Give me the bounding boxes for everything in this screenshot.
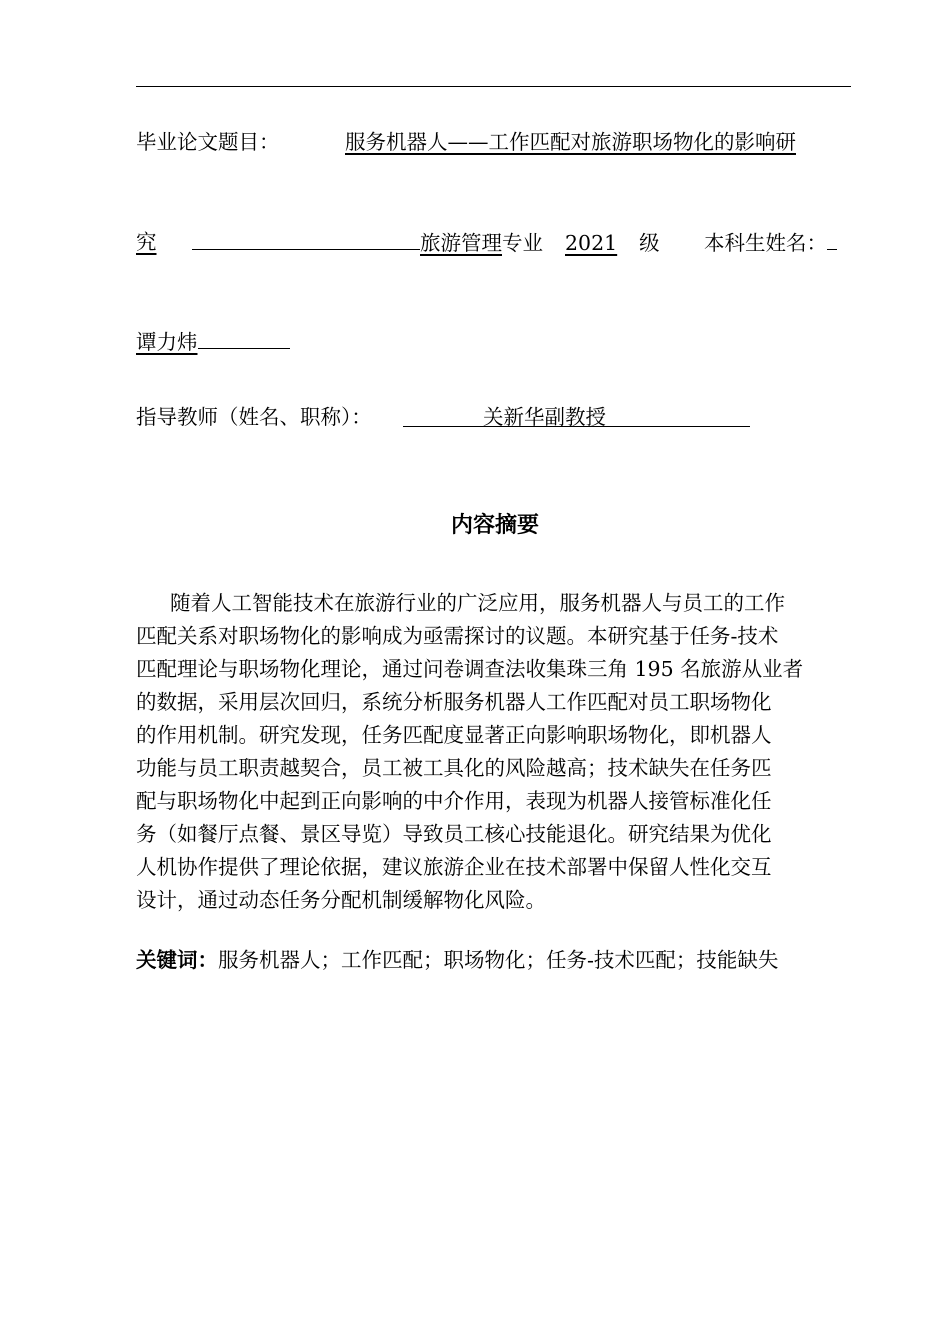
advisor-name: 关新华副教授 [483, 405, 606, 429]
abstract-line: 匹配关系对职场物化的影响成为亟需探讨的议题。本研究基于任务-技术 [136, 624, 779, 648]
abstract-line: 人机协作提供了理论依据，建议旅游企业在技术部署中保留人性化交互 [136, 855, 772, 879]
thesis-title-part1: 服务机器人——工作匹配对旅游职场物化的影响研 [345, 130, 796, 154]
keywords-label: 关键词： [136, 948, 218, 972]
keywords: 服务机器人；工作匹配；职场物化；任务-技术匹配；技能缺失 [218, 948, 779, 972]
student-label: 本科生姓名： [704, 231, 827, 255]
student-name-blank [198, 328, 290, 349]
abstract-heading: 内容摘要 [450, 513, 539, 538]
abstract-line: 配与职场物化中起到正向影响的中介作用，表现为机器人接管标准化任 [136, 789, 772, 813]
abstract-line: 随着人工智能技术在旅游行业的广泛应用，服务机器人与员工的工作 [170, 591, 785, 615]
advisor-label: 指导教师（姓名、职称）： [136, 405, 372, 429]
student-blank [827, 229, 837, 250]
thesis-title-part2: 究 [136, 230, 157, 254]
year: 2021 [565, 231, 618, 255]
student-label-line [704, 229, 837, 256]
advisor-field [403, 404, 750, 427]
abstract-line: 功能与员工职责越契合，员工被工具化的风险越高；技术缺失在任务匹 [136, 756, 772, 780]
abstract-line: 设计，通过动态任务分配机制缓解物化风险。 [136, 888, 546, 912]
student-name: 谭力炜 [136, 330, 198, 354]
abstract-line: 的数据，采用层次回归，系统分析服务机器人工作匹配对员工职场物化 [136, 690, 772, 714]
abstract-line: 的作用机制。研究发现，任务匹配度显著正向影响职场物化，即机器人 [136, 723, 772, 747]
keywords-line [136, 947, 778, 973]
major: 旅游管理 [420, 231, 502, 255]
abstract-line: 务（如餐厅点餐、景区导览）导致员工核心技能退化。研究结果为优化 [136, 822, 772, 846]
major-suffix: 专业 [502, 231, 543, 255]
header-rule [136, 86, 851, 87]
student-name-line [136, 328, 290, 355]
major-blank [192, 229, 420, 250]
thesis-title-line [136, 129, 280, 155]
advisor-line [136, 404, 372, 430]
major-line [192, 229, 660, 256]
abstract-line: 匹配理论与职场物化理论，通过问卷调查法收集珠三角 195 名旅游从业者 [136, 657, 804, 681]
thesis-title-label: 毕业论文题目： [136, 130, 280, 154]
year-suffix: 级 [639, 231, 660, 255]
thesis-info-line [136, 229, 157, 255]
